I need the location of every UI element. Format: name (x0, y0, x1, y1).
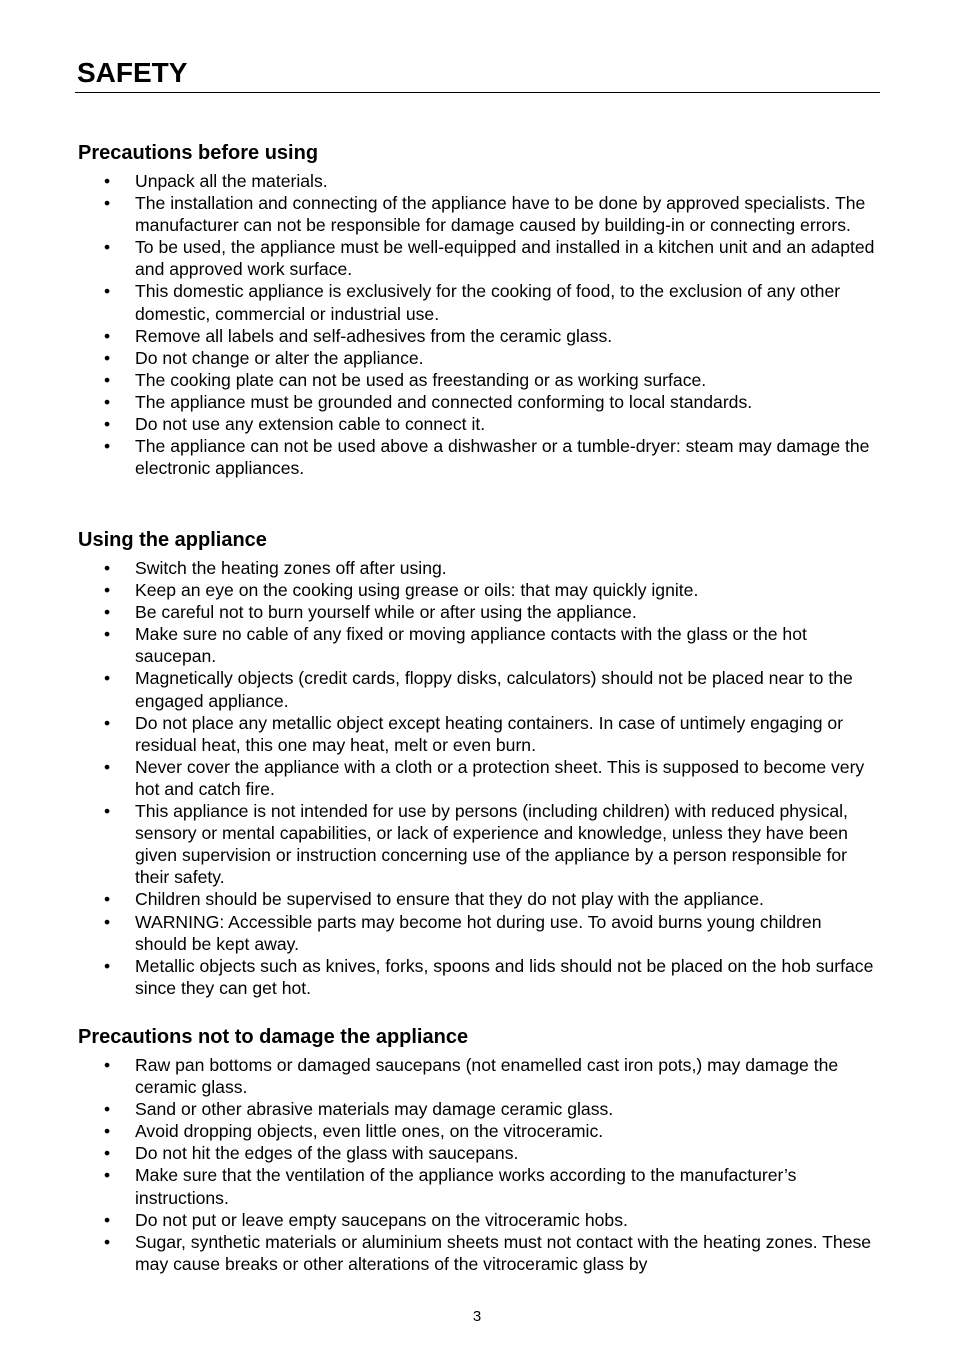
list-item-text: This appliance is not intended for use by persons (including children) with reduced physical, sensory or mental capabilities, or lack of experience and knowledge, unless they have been given supervision or instruction concerning use of the appliance by a person responsible for their safety. (135, 801, 848, 888)
list-item-text: This domestic appliance is exclusively for the cooking of food, to the exclusion of any other domestic, commercial or industrial use. (135, 281, 841, 324)
section-heading: Using the appliance (78, 529, 267, 551)
list-item (77, 756, 877, 800)
bullet-icon: • (104, 955, 111, 976)
list-item-text: Make sure no cable of any fixed or moving appliance contacts with the glass or the hot saucepan. (135, 624, 807, 667)
bullet-icon: • (104, 193, 111, 214)
bullet-icon: • (104, 911, 111, 932)
list-item (77, 601, 877, 623)
list-item-text: To be used, the appliance must be well-equipped and installed in a kitchen unit and an adapted and approved work surface. (135, 237, 875, 280)
list-item (77, 413, 877, 435)
bullet-icon: • (104, 1209, 111, 1230)
list-item (77, 236, 877, 280)
bullet-icon: • (104, 369, 111, 390)
bullet-list (77, 1054, 877, 1275)
bullet-icon: • (104, 171, 111, 191)
list-item (77, 955, 877, 999)
bullet-icon: • (104, 281, 111, 302)
list-item-text: The installation and connecting of the appliance have to be done by approved specialists. The manufacturer can not be responsible for damage caused by building-in or connecting errors. (135, 193, 866, 236)
list-item (77, 623, 877, 667)
list-item-text: Magnetically objects (credit cards, floppy disks, calculators) should not be placed near to the engaged appliance. (135, 668, 853, 711)
bullet-icon: • (104, 624, 111, 645)
list-item-text: Metallic objects such as knives, forks, spoons and lids should not be placed on the hob surface since they can get hot. (135, 955, 874, 998)
bullet-list (77, 170, 877, 479)
list-item (77, 1209, 877, 1231)
bullet-icon: • (104, 347, 111, 368)
bullet-icon: • (104, 436, 111, 457)
section-using-the-appliance (77, 527, 877, 999)
bullet-icon: • (104, 414, 111, 435)
bullet-icon: • (104, 602, 111, 623)
section-heading: Precautions before using (78, 142, 319, 164)
list-item (77, 435, 877, 479)
list-item (77, 888, 877, 910)
section-precautions-not-to-damage (77, 1024, 877, 1275)
list-item (77, 1164, 877, 1208)
list-item (77, 192, 877, 236)
bullet-icon: • (104, 558, 111, 578)
list-item (77, 1231, 877, 1275)
list-item (77, 1054, 877, 1098)
title-rule (75, 92, 880, 93)
list-item-text: The appliance can not be used above a dishwasher or a tumble-dryer: steam may damage the electronic appliances. (135, 436, 870, 479)
section-precautions-before-using (77, 140, 877, 479)
list-item (77, 712, 877, 756)
bullet-icon: • (104, 668, 111, 689)
list-item (77, 369, 877, 391)
list-item-text: Sugar, synthetic materials or aluminium sheets must not contact with the heating zones. These may cause breaks or other alterations of the vitroceramic glass by (135, 1231, 872, 1274)
list-item (77, 170, 877, 192)
bullet-icon: • (104, 889, 111, 910)
list-item (77, 325, 877, 347)
bullet-icon: • (104, 756, 111, 777)
list-item-text: Sand or other abrasive materials may damage ceramic glass. (135, 1099, 614, 1120)
bullet-icon: • (104, 1231, 111, 1252)
list-item (77, 911, 877, 955)
list-item (77, 1098, 877, 1120)
list-item-text: Never cover the appliance with a cloth or a protection sheet. This is supposed to become very hot and catch fire. (135, 756, 865, 799)
list-item (77, 667, 877, 711)
bullet-icon: • (104, 1055, 111, 1075)
bullet-icon: • (104, 1099, 111, 1120)
bullet-icon: • (104, 391, 111, 412)
list-item-text: The appliance must be grounded and connected conforming to local standards. (135, 391, 753, 412)
list-item-text: WARNING: Accessible parts may become hot during use. To avoid burns young children should be kept away. (135, 911, 822, 954)
list-item-text: Switch the heating zones off after using. (135, 558, 447, 578)
list-item-text: Be careful not to burn yourself while or after using the appliance. (135, 602, 637, 623)
list-item (77, 1120, 877, 1142)
list-item-text: Do not place any metallic object except heating containers. In case of untimely engaging or residual heat, this one may heat, melt or even burn. (135, 712, 844, 755)
list-item-text: Keep an eye on the cooking using grease or oils: that may quickly ignite. (135, 580, 699, 601)
list-item (77, 347, 877, 369)
bullet-icon: • (104, 1165, 111, 1186)
list-item-text: Remove all labels and self-adhesives from the ceramic glass. (135, 325, 613, 346)
bullet-icon: • (104, 801, 111, 822)
list-item (77, 391, 877, 413)
section-heading: Precautions not to damage the appliance (78, 1026, 469, 1048)
list-item-text: Do not use any extension cable to connect it. (135, 414, 486, 435)
page-number: 3 (472, 1308, 482, 1325)
list-item-text: Unpack all the materials. (135, 171, 328, 191)
bullet-icon: • (104, 712, 111, 733)
list-item-text: Do not hit the edges of the glass with saucepans. (135, 1143, 519, 1164)
list-item-text: The cooking plate can not be used as freestanding or as working surface. (135, 369, 707, 390)
list-item-text: Do not put or leave empty saucepans on the vitroceramic hobs. (135, 1209, 628, 1230)
bullet-icon: • (104, 580, 111, 601)
list-item (77, 579, 877, 601)
list-item-text: Avoid dropping objects, even little ones, on the vitroceramic. (135, 1121, 604, 1142)
bullet-icon: • (104, 325, 111, 346)
list-item-text: Children should be supervised to ensure that they do not play with the appliance. (135, 889, 764, 910)
list-item (77, 280, 877, 324)
list-item (77, 557, 877, 579)
bullet-list (77, 557, 877, 999)
bullet-icon: • (104, 1121, 111, 1142)
page-title: SAFETY (77, 57, 188, 88)
list-item-text: Raw pan bottoms or damaged saucepans (not enamelled cast iron pots,) may damage the ceramic glass. (135, 1055, 839, 1098)
bullet-icon: • (104, 237, 111, 258)
list-item-text: Do not change or alter the appliance. (135, 347, 424, 368)
bullet-icon: • (104, 1143, 111, 1164)
list-item (77, 800, 877, 888)
list-item (77, 1142, 877, 1164)
list-item-text: Make sure that the ventilation of the appliance works according to the manufacturer’s instructions. (135, 1165, 797, 1208)
